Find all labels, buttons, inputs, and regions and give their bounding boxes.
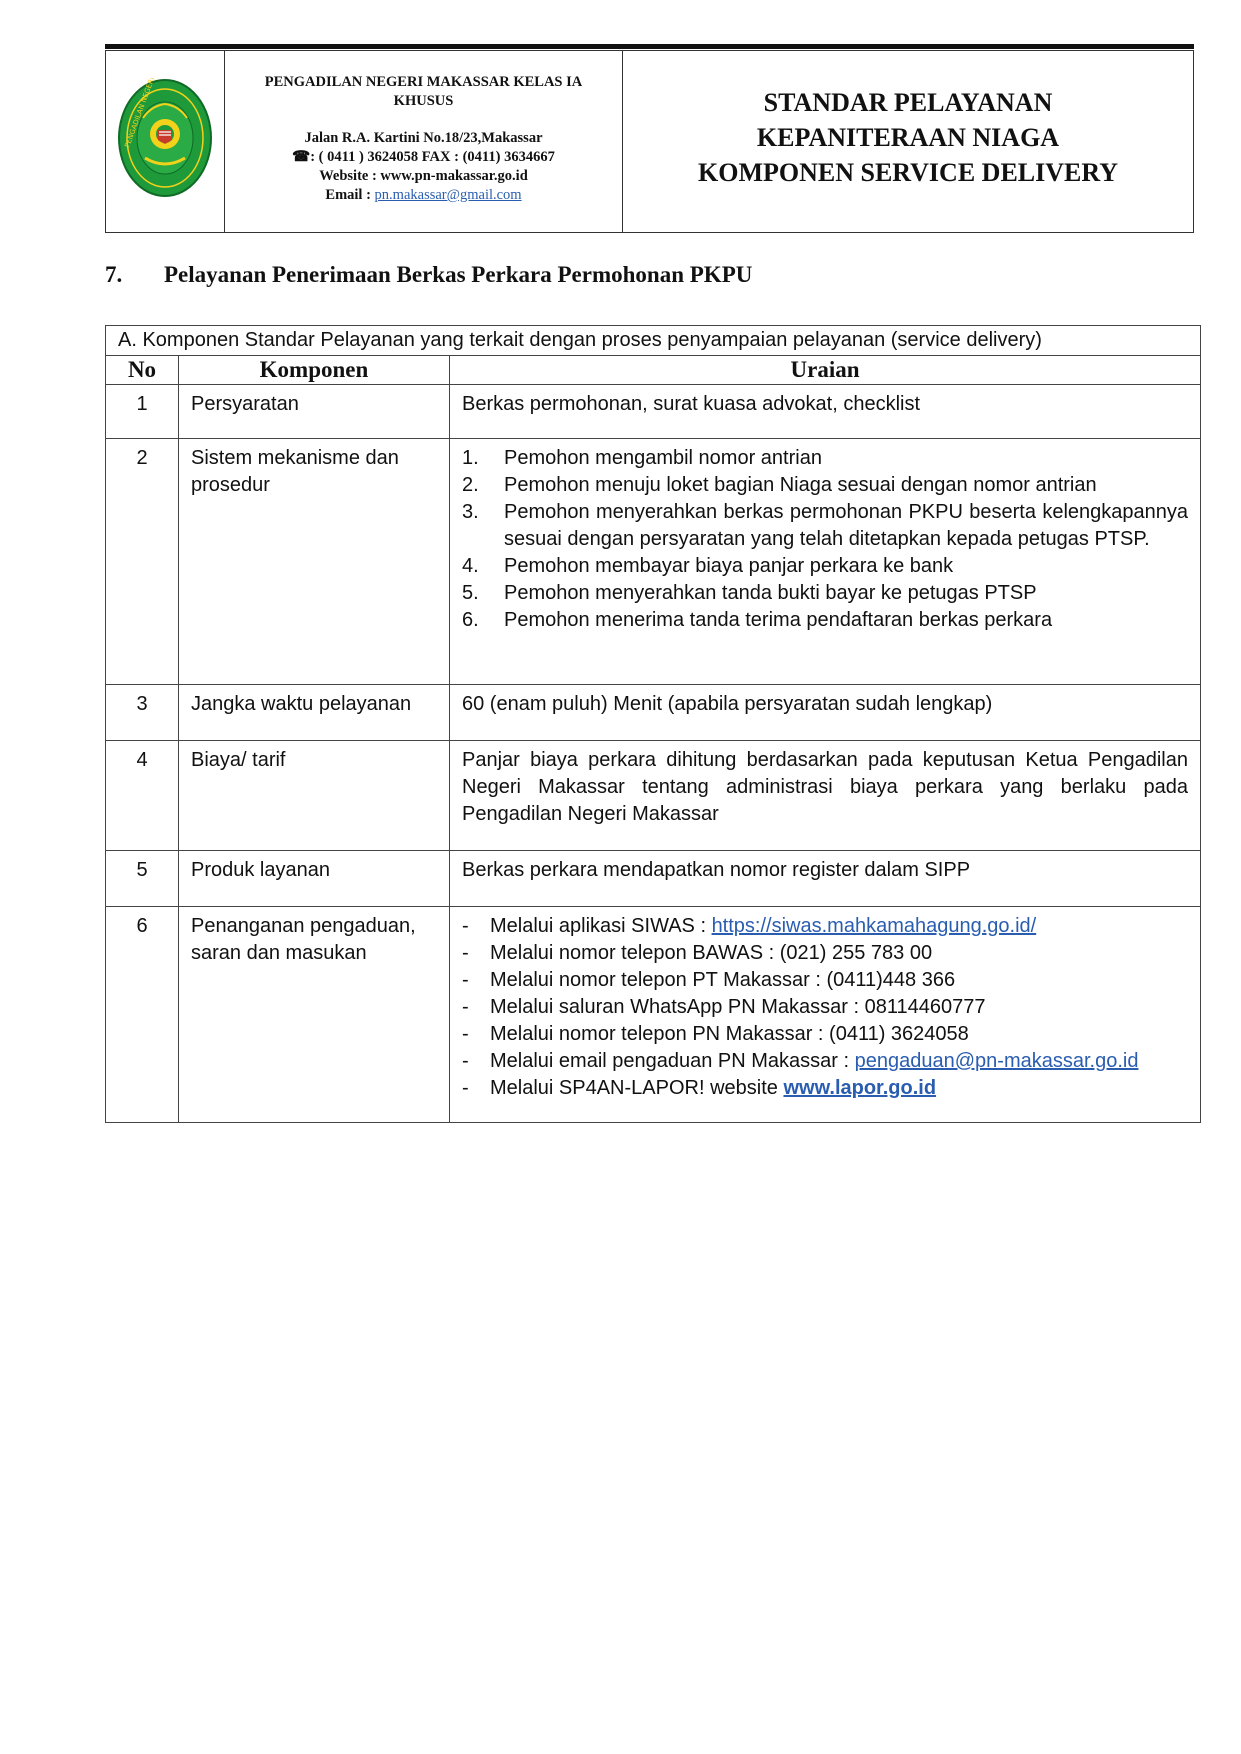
institution-info <box>225 51 623 232</box>
row-uraian: Berkas permohonan, surat kuasa advokat, checklist <box>450 385 1201 439</box>
logo-cell <box>106 51 225 232</box>
institution-address: Jalan R.A. Kartini No.18/23,Makassar <box>304 130 543 146</box>
list-item: - Melalui nomor telepon BAWAS : (021) 255 783 00 <box>462 942 933 964</box>
list-item: - Melalui SP4AN-LAPOR! website www.lapor.go.id <box>462 1077 937 1099</box>
list-item: - Melalui aplikasi SIWAS : https://siwas.mahkamahagung.go.id/ <box>462 915 1037 937</box>
table-caption: A. Komponen Standar Pelayanan yang terkait dengan proses penyampaian pelayanan (service delivery) <box>106 326 1201 356</box>
header-komponen: Komponen <box>179 356 450 385</box>
list-item: - Melalui nomor telepon PN Makassar : (0411) 3624058 <box>462 1023 969 1045</box>
document-header <box>105 50 1194 233</box>
row-no: 2 <box>106 439 179 685</box>
row-uraian: Berkas perkara mendapatkan nomor register dalam SIPP <box>450 851 1201 907</box>
table-row <box>106 685 1201 741</box>
header-no: No <box>106 356 179 385</box>
table-row <box>106 741 1201 851</box>
svg-text:PENGADILAN NEGERI MAKASSAR: PENGADILAN NEGERI <box>123 77 157 149</box>
header-top-rule <box>105 44 1194 49</box>
complaint-email-link[interactable]: pengaduan@pn-makassar.go.id <box>854 1050 1139 1072</box>
phone-icon: ☎ <box>292 149 311 165</box>
table-caption-row <box>106 326 1201 356</box>
list-item: 3. Pemohon menyerahkan berkas permohonan PKPU beserta kelengkapannya sesuai dengan persyaratan yang telah ditetapkan kepada petugas PTSP. <box>462 501 1188 550</box>
list-item: 4. Pemohon membayar biaya panjar perkara ke bank <box>462 555 954 577</box>
list-item: - Melalui saluran WhatsApp PN Makassar : 08114460777 <box>462 996 986 1018</box>
row-uraian: Panjar biaya perkara dihitung berdasarkan pada keputusan Ketua Pengadilan Negeri Makassar tentang administrasi biaya perkara yang berlaku pada Pengadilan Negeri Makassar <box>450 741 1201 851</box>
title-line-3: KOMPONEN SERVICE DELIVERY <box>698 158 1118 187</box>
title-line-1: STANDAR PELAYANAN <box>763 88 1053 117</box>
row-no: 6 <box>106 907 179 1123</box>
institution-website: Website : www.pn-makassar.go.id <box>319 168 528 184</box>
section-number: 7. <box>105 262 123 287</box>
service-standard-table <box>105 325 1201 1123</box>
list-item: 1. Pemohon mengambil nomor antrian <box>462 447 822 469</box>
list-item: 2. Pemohon menuju loket bagian Niaga sesuai dengan nomor antrian <box>462 474 1097 496</box>
title-line-2: KEPANITERAAN NIAGA <box>756 123 1060 152</box>
list-item: - Melalui email pengaduan PN Makassar : pengaduan@pn-makassar.go.id <box>462 1050 1139 1072</box>
section-heading <box>105 262 752 288</box>
row-no: 4 <box>106 741 179 851</box>
institution-email: Email : pn.makassar@gmail.com <box>325 187 522 203</box>
table-row <box>106 385 1201 439</box>
row-no: 5 <box>106 851 179 907</box>
email-link[interactable]: pn.makassar@gmail.com <box>374 187 522 203</box>
list-item: 6. Pemohon menerima tanda terima pendaftaran berkas perkara <box>462 609 1053 631</box>
institution-phone: ☎: ( 0411 ) 3624058 FAX : (0411) 3634667 <box>292 149 555 165</box>
section-title: Pelayanan Penerimaan Berkas Perkara Permohonan PKPU <box>164 262 753 287</box>
complaint-channels <box>462 913 1188 1102</box>
header-uraian: Uraian <box>450 356 1201 385</box>
list-item: 5. Pemohon menyerahkan tanda bukti bayar ke petugas PTSP <box>462 582 1037 604</box>
row-komponen: Penanganan pengaduan, saran dan masukan <box>179 907 450 1123</box>
row-no: 1 <box>106 385 179 439</box>
lapor-link[interactable]: www.lapor.go.id <box>783 1077 937 1099</box>
row-komponen: Jangka waktu pelayanan <box>179 685 450 741</box>
list-item: - Melalui nomor telepon PT Makassar : (0411)448 366 <box>462 969 956 991</box>
row-komponen: Produk layanan <box>179 851 450 907</box>
row-komponen: Sistem mekanisme dan prosedur <box>179 439 450 685</box>
row-no: 3 <box>106 685 179 741</box>
row-uraian <box>450 439 1201 685</box>
table-row <box>106 851 1201 907</box>
row-komponen: Biaya/ tarif <box>179 741 450 851</box>
siwas-link[interactable]: https://siwas.mahkamahagung.go.id/ <box>711 915 1037 937</box>
row-uraian: 60 (enam puluh) Menit (apabila persyaratan sudah lengkap) <box>450 685 1201 741</box>
court-logo-icon <box>115 78 215 206</box>
row-uraian <box>450 907 1201 1123</box>
table-row <box>106 907 1201 1123</box>
procedure-steps <box>462 445 1188 634</box>
table-row <box>106 439 1201 685</box>
institution-name: PENGADILAN NEGERI MAKASSAR KELAS IA KHUSUS <box>264 74 583 109</box>
table-header-row <box>106 356 1201 385</box>
document-title <box>623 51 1193 232</box>
row-komponen: Persyaratan <box>179 385 450 439</box>
